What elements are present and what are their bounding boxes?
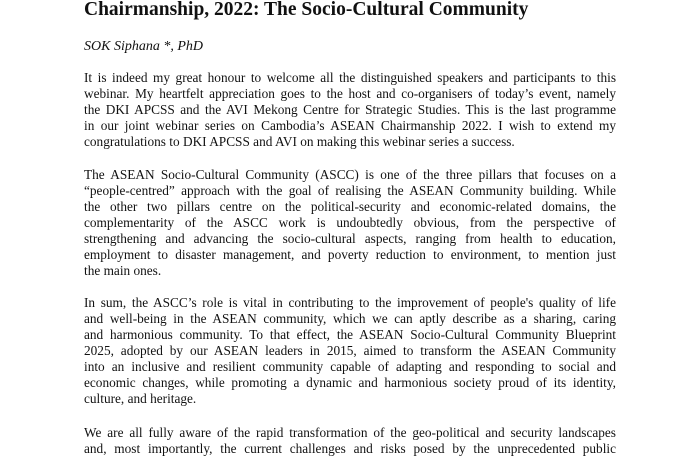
text-line: into an inclusive and resilient community capable of adapting and responding to social and — [84, 359, 616, 374]
text-line: The ASEAN Socio-Cultural Community (ASCC) is one of the three pillars that focuses on a — [84, 167, 616, 182]
paragraph-4 — [84, 425, 616, 457]
text-line: culture, and heritage. — [84, 391, 197, 406]
text-line: in our joint webinar series on Cambodia’s ASEAN Chairmanship 2022. I wish to extend my — [84, 118, 616, 133]
text-line: We are all fully aware of the rapid transformation of the geo-political and security landscapes — [84, 425, 616, 440]
text-line: economic changes, while promoting a dynamic and harmonious society proud of its identity, — [84, 375, 616, 390]
text-line: In sum, the ASCC’s role is vital in contributing to the improvement of people's quality of life — [84, 295, 616, 310]
text-line: “people-centred” approach with the goal of realising the ASEAN Community building. While — [84, 183, 616, 198]
text-line: and harmonious community. To that effect, the ASEAN Socio-Cultural Community Blueprint — [84, 327, 616, 342]
text-line: strengthening and advancing the socio-cultural aspects, ranging from health to education, — [84, 231, 616, 246]
text-line: 2025, adopted by our ASEAN leaders in 2015, aimed to transform the ASEAN Community — [84, 343, 616, 358]
text-line: and, most importantly, the current challenges and risks posed by the unprecedented public — [84, 441, 616, 456]
text-line: webinar. My heartfelt appreciation goes to the host and co-organisers of today’s event, namely — [84, 86, 616, 101]
text-line: It is indeed my great honour to welcome all the distinguished speakers and participants to this — [84, 70, 616, 85]
text-line: the other two pillars centre on the political-security and economic-related domains, the — [84, 199, 616, 214]
text-line: congratulations to DKI APCSS and AVI on making this webinar series a success. — [84, 134, 515, 149]
text-line: complementarity of the ASCC work is undoubtedly obvious, from the perspective of — [84, 215, 616, 230]
author-line: SOK Siphana *, PhD — [84, 39, 203, 54]
text-line: the main ones. — [84, 263, 162, 278]
paragraph-2 — [84, 167, 616, 279]
paragraph-3 — [84, 295, 616, 407]
paragraph-1 — [84, 70, 616, 150]
document-title: Chairmanship, 2022: The Socio-Cultural Community — [84, 0, 529, 20]
text-line: employment to disaster management, and poverty reduction to environment, to mention just — [84, 247, 616, 262]
text-line: the DKI APCSS and the AVI Mekong Centre for Strategic Studies. This is the last programme — [84, 102, 616, 117]
text-line: and well-being in the ASEAN community, which we can aptly describe as a sharing, caring — [84, 311, 616, 326]
